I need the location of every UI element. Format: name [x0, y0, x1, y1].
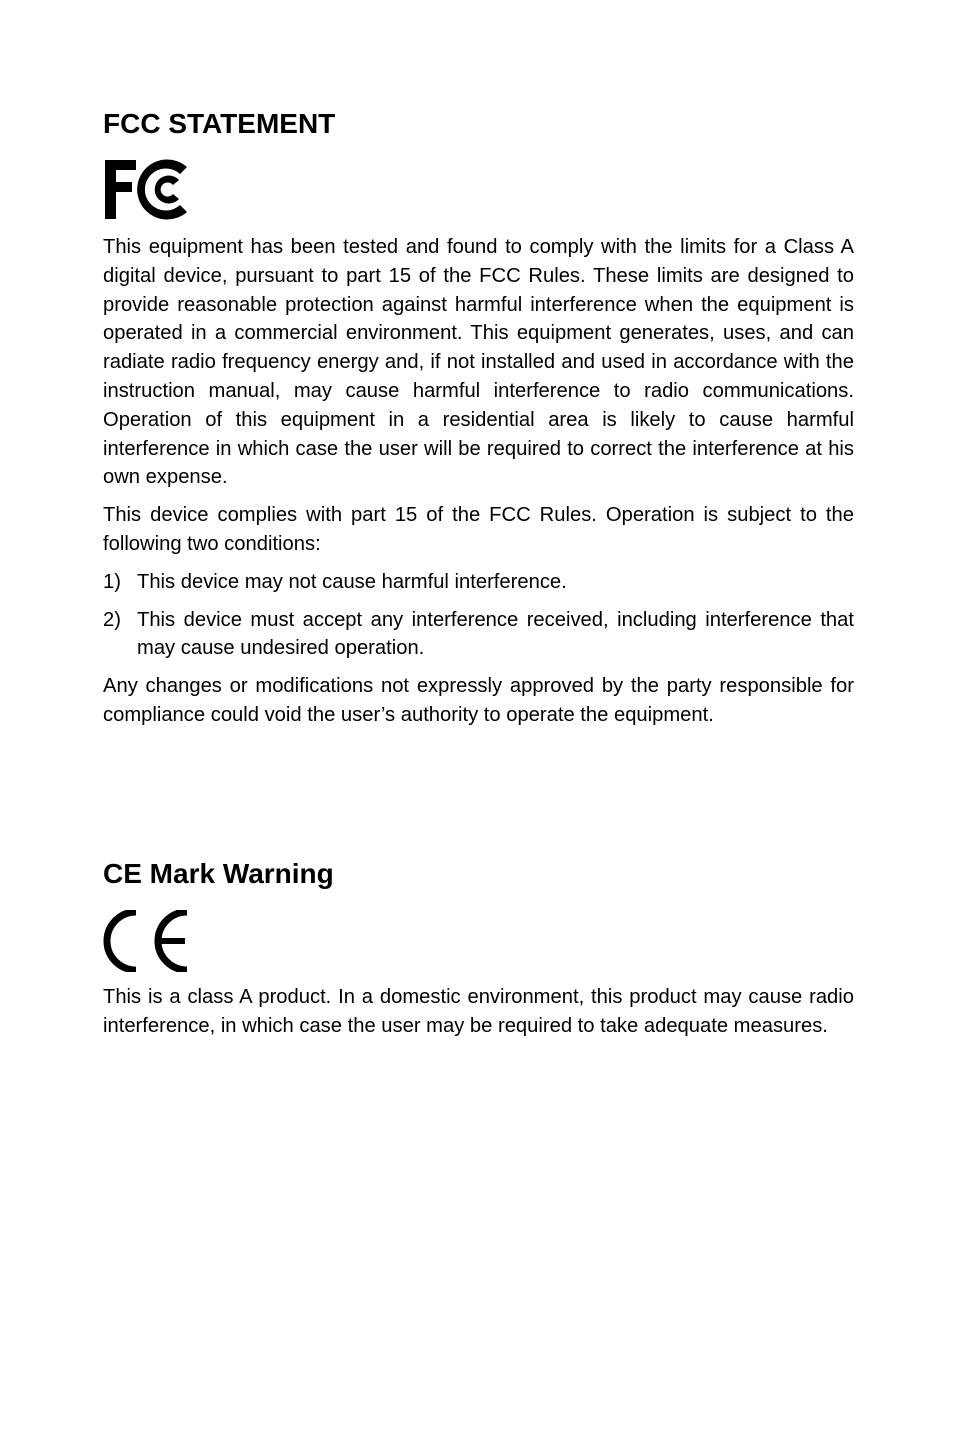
fcc-paragraph: This device complies with part 15 of the FCC Rules. Operation is subject to the following two conditions:	[103, 504, 854, 555]
ce-paragraph: This is a class A product. In a domestic environment, this product may cause radio interference, in which case the user may be required to take adequate measures.	[103, 986, 854, 1037]
list-text: This device must accept any interference received, including interference that may cause undesired operation.	[137, 608, 854, 660]
ce-mark-icon	[103, 910, 189, 977]
fcc-paragraph: Any changes or modifications not expressly approved by the party responsible for compliance could void the user’s authority to operate the equipment.	[103, 675, 854, 726]
fcc-statement-body	[103, 233, 854, 739]
list-item	[103, 568, 854, 597]
ce-section-title: CE Mark Warning	[103, 858, 334, 889]
list-number: 2)	[103, 608, 121, 631]
fcc-section-title: FCC STATEMENT	[103, 108, 336, 139]
list-text: This device may not cause harmful interference.	[137, 570, 567, 593]
fcc-paragraph: This equipment has been tested and found to comply with the limits for a Class A digital device, pursuant to part 15 of the FCC Rules. These limits are designed to provide reasonable protection against harmful interference when the equipment is operated in a commercial environment. This equipment generates, uses, and can radiate radio frequency energy and, if not installed and used in accordance with the instruction manual, may cause harmful interference to radio communications. Operation of this equipment in a residential area is likely to cause harmful interference in which case the user will be required to correct the interference at his own expense.	[103, 236, 854, 489]
list-item	[103, 606, 854, 664]
fcc-logo-icon	[103, 158, 189, 226]
list-number: 1)	[103, 570, 121, 593]
ce-warning-body	[103, 983, 854, 1050]
